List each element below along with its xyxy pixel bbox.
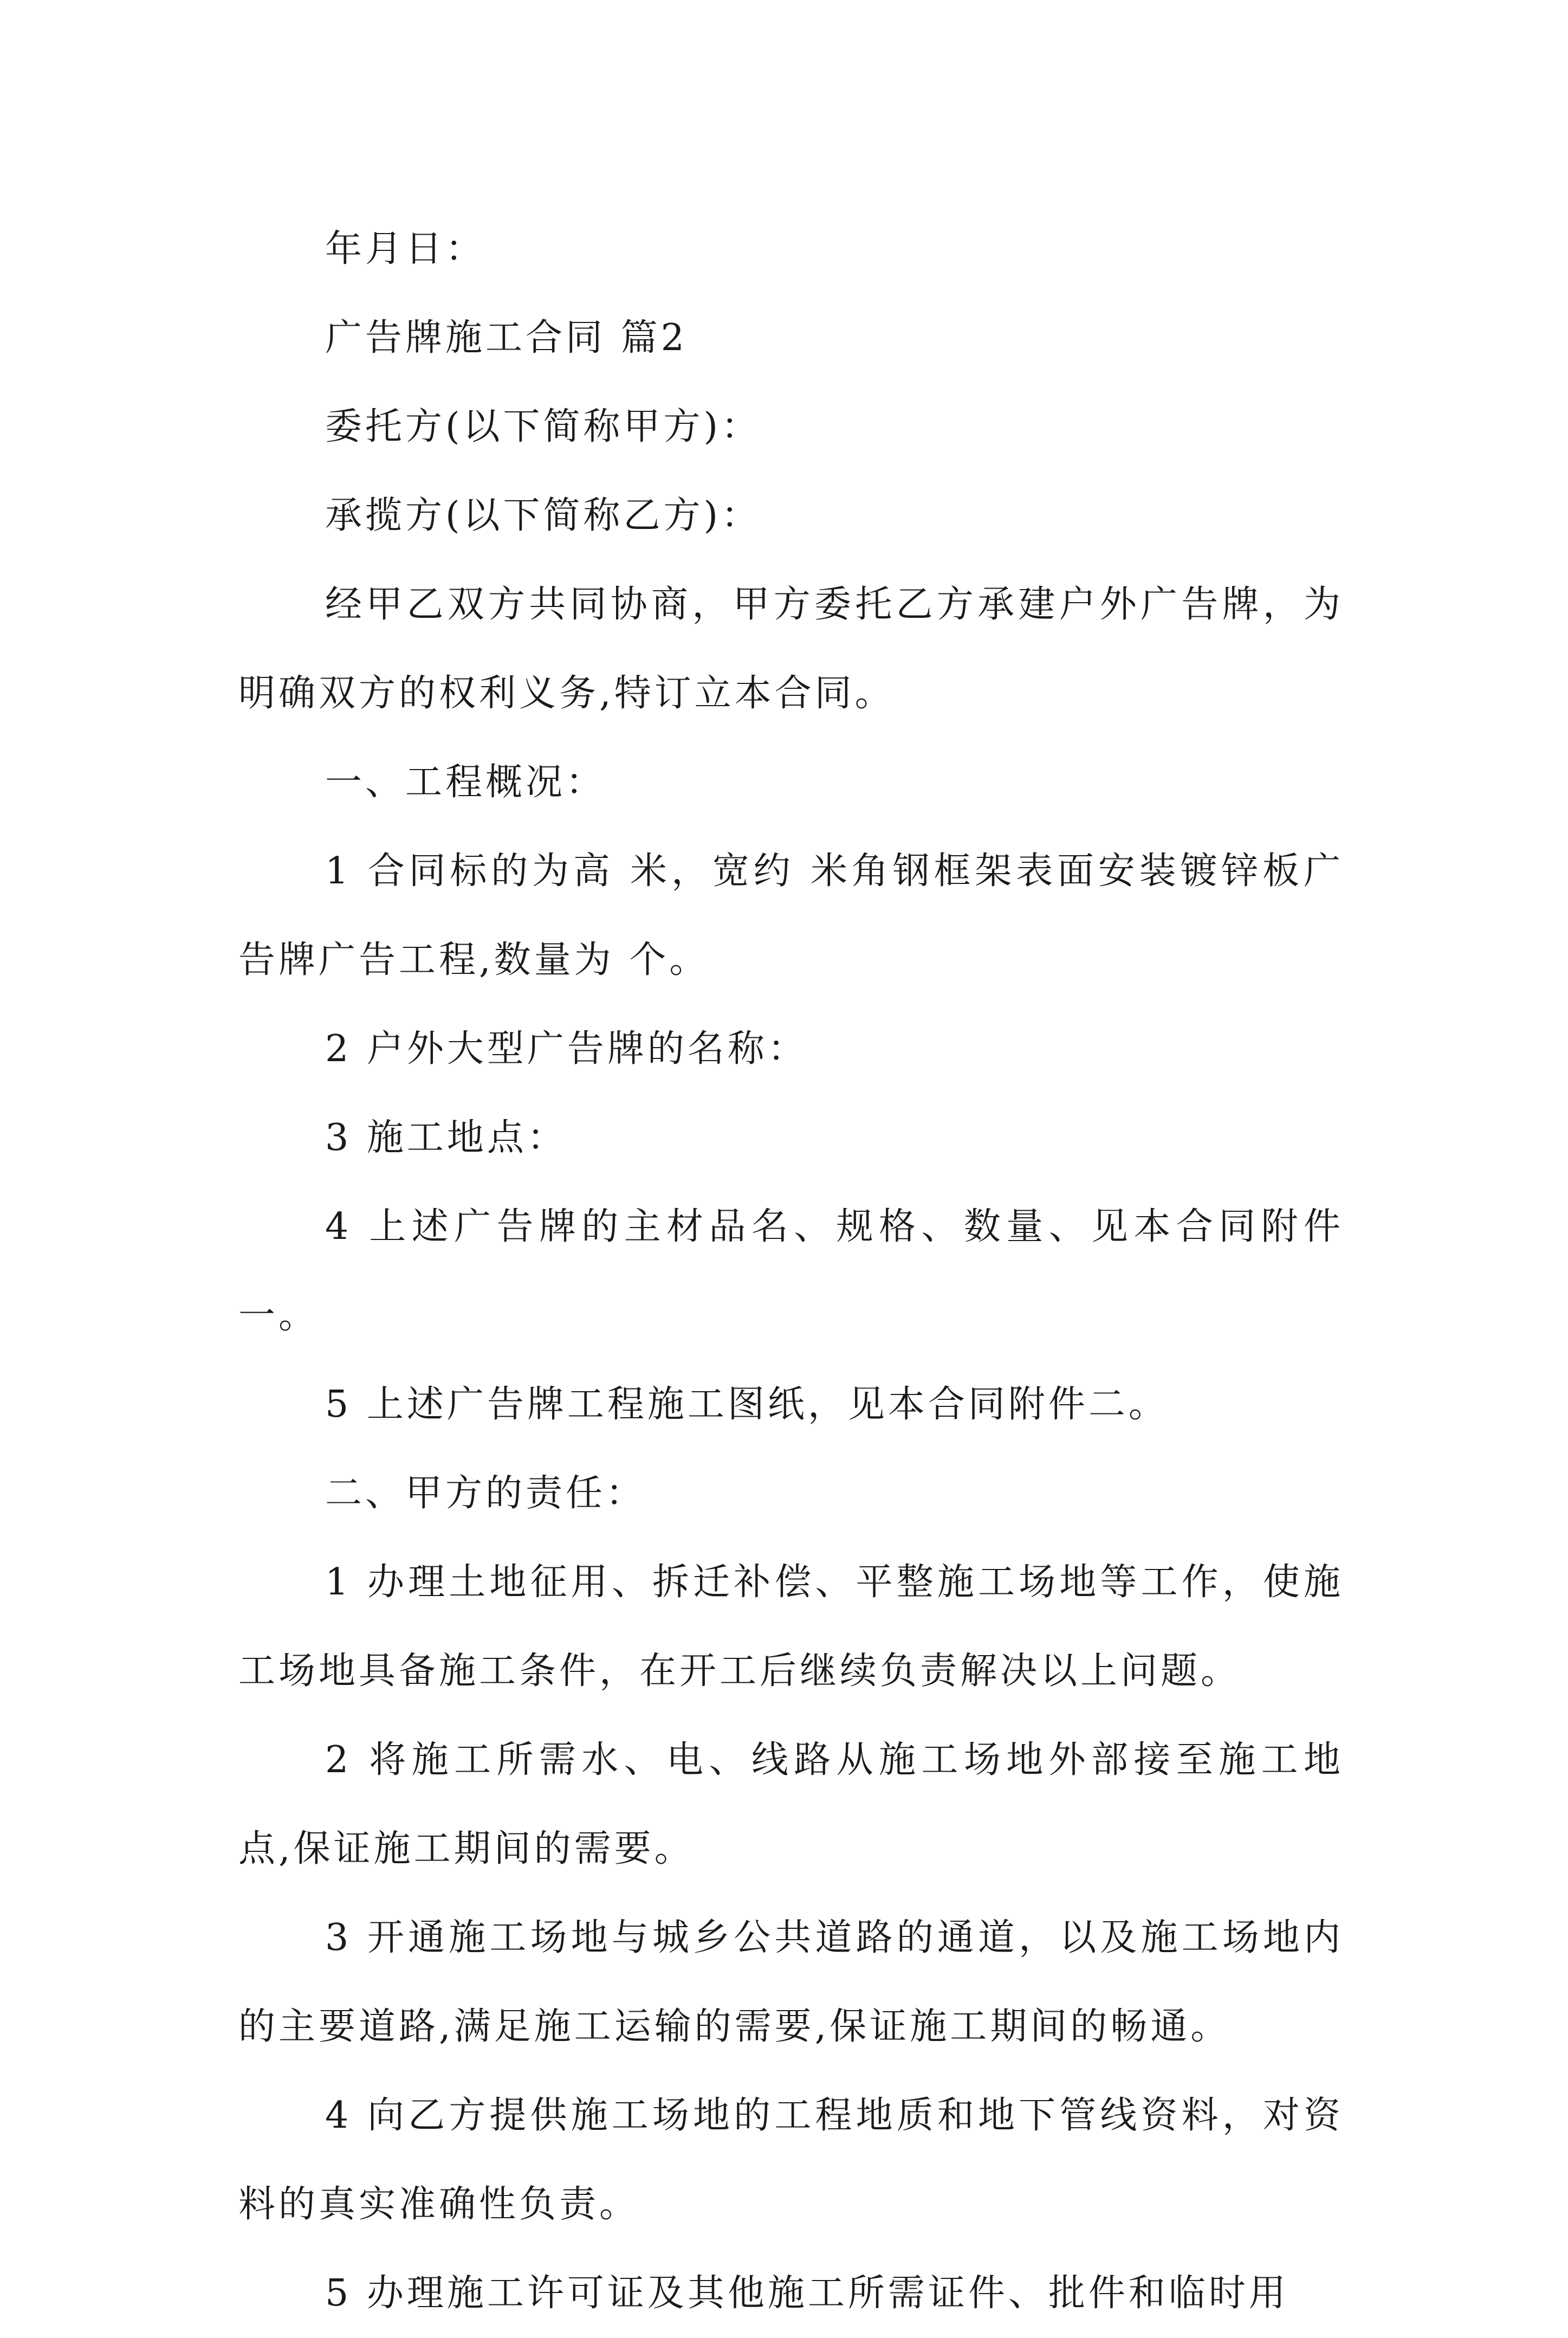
duty-item-1: 1 办理土地征用、拆迁补偿、平整施工场地等工作，使施工场地具备施工条件，在开工后继续负责解决以上问题。 [238, 1561, 1344, 1693]
duty-item-4: 4 向乙方提供施工场地的工程地质和地下管线资料，对资料的真实准确性负责。 [238, 2094, 1344, 2226]
overview-item-5: 5 上述广告牌工程施工图纸，见本合同附件二。 [325, 1383, 1169, 1426]
party-b-line: 承揽方(以下简称乙方)： [325, 494, 762, 537]
date-line: 年月日： [325, 228, 486, 270]
overview-item-4: 4 上述广告牌的主材品名、规格、数量、见本合同附件一。 [238, 1205, 1344, 1337]
overview-item-2: 2 户外大型广告牌的名称： [325, 1028, 808, 1070]
duty-item-2: 2 将施工所需水、电、线路从施工场地外部接至施工地点,保证施工期间的需要。 [238, 1739, 1344, 1870]
document-body [238, 205, 1344, 2338]
contract-heading: 广告牌施工合同 篇2 [325, 317, 688, 359]
duty-item-5: 5 办理施工许可证及其他施工所需证件、批件和临时用 [325, 2272, 1289, 2315]
duty-item-3: 3 开通施工场地与城乡公共道路的通道，以及施工场地内的主要道路,满足施工运输的需要,保证施工期间的畅通。 [238, 1916, 1344, 2048]
overview-item-3: 3 施工地点： [325, 1116, 567, 1159]
overview-item-1: 1 合同标的为高 米，宽约 米角钢框架表面安装镀锌板广告牌广告工程,数量为 个。 [238, 850, 1344, 981]
section-heading-overview: 一、工程概况： [325, 761, 606, 804]
party-a-line: 委托方(以下简称甲方)： [325, 405, 762, 448]
preamble-paragraph: 经甲乙双方共同协商，甲方委托乙方承建户外广告牌，为明确双方的权利义务,特订立本合同。 [238, 583, 1344, 715]
section-heading-party-a-duties: 二、甲方的责任： [325, 1472, 646, 1515]
